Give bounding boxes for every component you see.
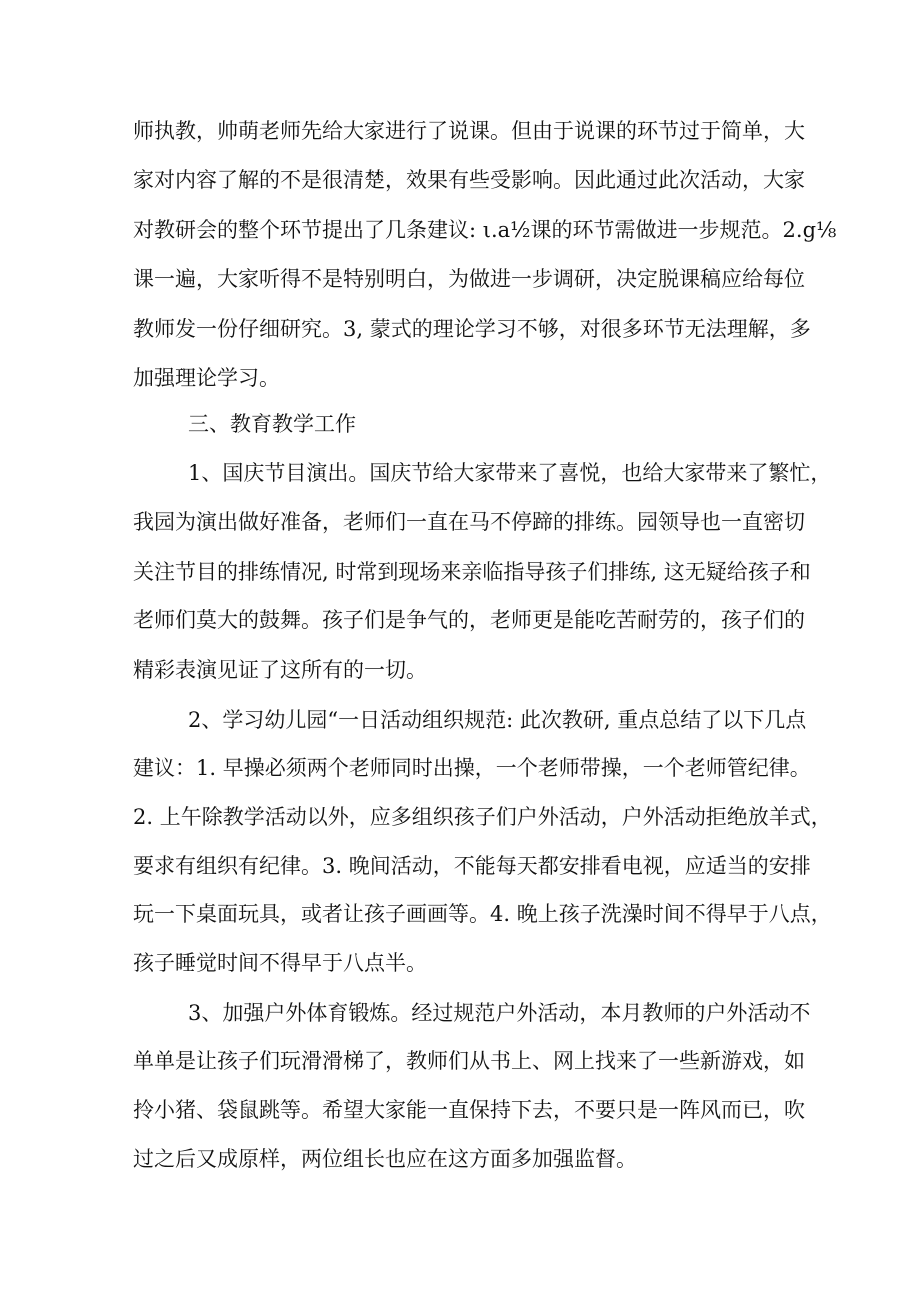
text-line: 建议：1. 早操必须两个老师同时出操，一个老师带操，一个老师管纪律。 <box>133 756 811 780</box>
text-line: 过之后又成原样，两位组长也应在这方面多加强监督。 <box>133 1147 637 1171</box>
text-line: 师执教，帅萌老师先给大家进行了说课。但由于说课的环节过于简单，大 <box>133 119 805 143</box>
text-line: 要求有组织有纪律。3. 晚间活动，不能每天都安排看电视，应适当的安排 <box>133 854 811 878</box>
text-line: 关注节目的排练情况, 时常到现场来亲临指导孩子们排练, 这无疑给孩子和 <box>133 560 811 584</box>
text-line: 对教研会的整个环节提出了几条建议: ι.a½课的环节需做进一步规范。2.g⅛ <box>133 218 837 242</box>
text-line: 1、国庆节目演出。国庆节给大家带来了喜悦，也给大家带来了繁忙， <box>188 461 832 485</box>
text-line: 老师们莫大的鼓舞。孩子们是争气的，老师更是能吃苦耐劳的，孩子们的 <box>133 608 805 632</box>
text-line: 单单是让孩子们玩滑滑梯了，教师们从书上、网上找来了一些新游戏，如 <box>133 1049 805 1073</box>
text-line: 家对内容了解的不是很清楚，效果有些受影响。因此通过此次活动，大家 <box>133 168 805 192</box>
text-line: 我园为演出做好准备，老师们一直在马不停蹄的排练。园领导也一直密切 <box>133 510 805 534</box>
text-line: 玩一下桌面玩具，或者让孩子画画等。4. 晚上孩子洗澡时间不得早于八点， <box>133 902 832 926</box>
text-line: 3、加强户外体育锻炼。经过规范户外活动，本月教师的户外活动不 <box>188 1001 811 1025</box>
text-line: 孩子睡觉时间不得早于八点半。 <box>133 951 427 975</box>
text-line: 加强理论学习。 <box>133 366 280 390</box>
text-line: 课一遍，大家听得不是特别明白，为做进一步调研，决定脱课稿应给每位 <box>133 267 805 291</box>
text-line: 2、学习幼儿园“一日活动组织规范: 此次教研, 重点总结了以下几点 <box>188 708 807 732</box>
text-line: 拎小猪、袋鼠跳等。希望大家能一直保持下去，不要只是一阵风而已，吹 <box>133 1098 805 1122</box>
text-line: 2. 上午除教学活动以外，应多组织孩子们户外活动，户外活动拒绝放羊式， <box>133 805 832 829</box>
section-heading: 三、教育教学工作 <box>188 412 356 436</box>
text-line: 精彩表演见证了这所有的一切。 <box>133 658 427 682</box>
text-line: 教师发一份仔细研究。3, 蒙式的理论学习不够，对很多环节无法理解，多 <box>133 317 811 341</box>
